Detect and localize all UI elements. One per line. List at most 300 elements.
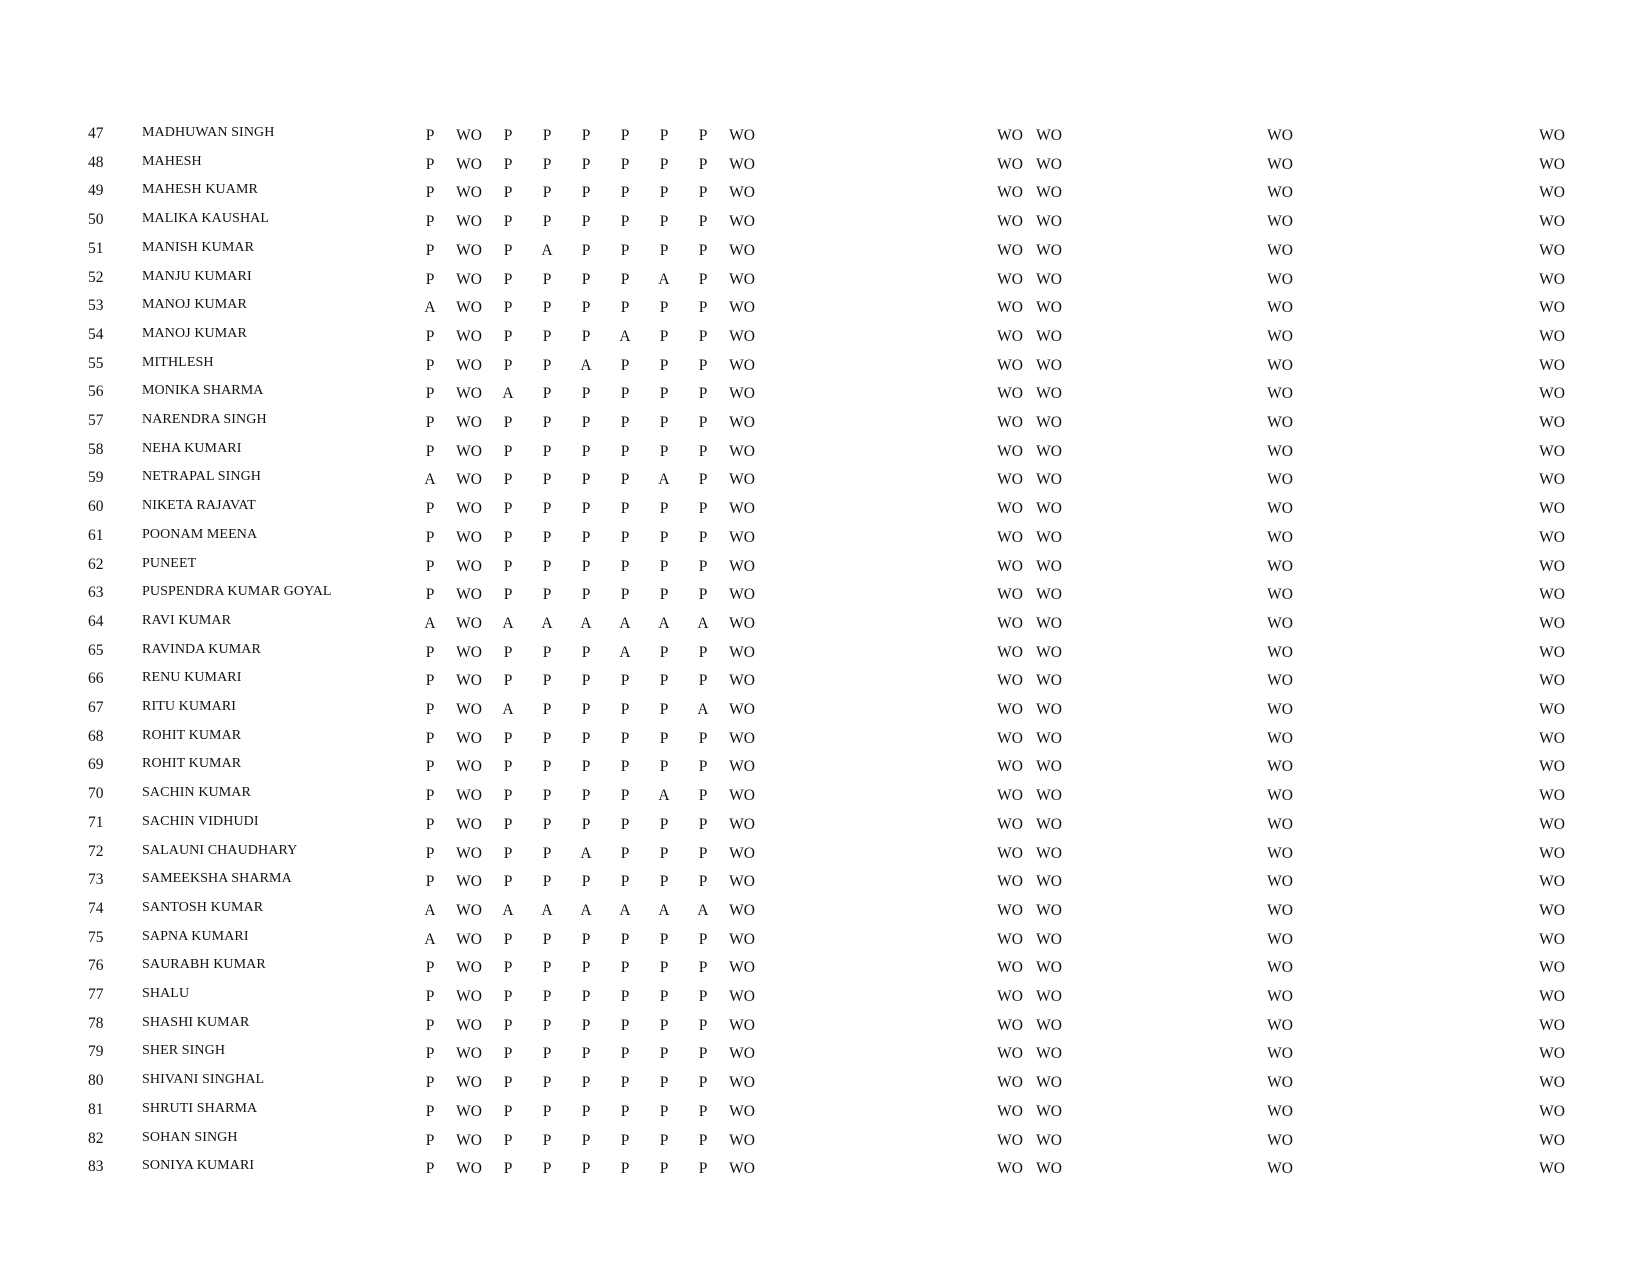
attendance-mark: P	[620, 299, 630, 317]
attendance-mark: WO	[1036, 500, 1062, 518]
attendance-mark: WO	[1036, 241, 1062, 259]
attendance-mark: WO	[729, 471, 755, 489]
attendance-mark: WO	[456, 959, 482, 977]
attendance-mark: WO	[1267, 241, 1293, 259]
attendance-mark: WO	[729, 988, 755, 1005]
table-row	[0, 1131, 1650, 1159]
attendance-mark: P	[503, 586, 513, 604]
table-row	[0, 1044, 1650, 1072]
attendance-mark: WO	[997, 1045, 1023, 1063]
attendance-mark: WO	[729, 1074, 755, 1092]
table-row	[0, 384, 1650, 412]
serial-number: 61	[88, 526, 104, 544]
attendance-mark: P	[581, 988, 591, 1005]
attendance-mark: P	[542, 873, 552, 891]
employee-name: SALAUNI CHAUDHARY	[142, 842, 298, 858]
attendance-mark: WO	[997, 299, 1023, 317]
table-row	[0, 901, 1650, 929]
attendance-mark: WO	[456, 643, 482, 661]
attendance-mark: P	[425, 213, 435, 231]
attendance-mark: P	[542, 1016, 552, 1034]
attendance-mark: P	[425, 988, 435, 1005]
serial-number: 77	[88, 986, 104, 1003]
attendance-mark: P	[425, 1045, 435, 1063]
attendance-mark: P	[581, 241, 591, 259]
attendance-mark: P	[503, 184, 513, 202]
attendance-mark: WO	[456, 385, 482, 403]
attendance-mark: P	[542, 471, 552, 489]
table-row	[0, 585, 1650, 613]
attendance-mark: WO	[1539, 672, 1565, 690]
attendance-mark: A	[502, 614, 514, 632]
serial-number: 48	[88, 153, 104, 171]
attendance-mark: P	[581, 184, 591, 202]
attendance-mark: P	[698, 213, 708, 231]
attendance-mark: WO	[1036, 1045, 1062, 1063]
attendance-mark: WO	[1539, 844, 1565, 862]
employee-name: MITHLESH	[142, 354, 214, 370]
attendance-mark: P	[659, 959, 669, 977]
attendance-mark: P	[620, 1074, 630, 1092]
attendance-mark: A	[541, 901, 553, 919]
serial-number: 78	[88, 1014, 104, 1032]
attendance-mark: WO	[997, 356, 1023, 374]
attendance-mark: P	[698, 557, 708, 575]
attendance-mark: WO	[997, 758, 1023, 776]
attendance-mark: WO	[729, 356, 755, 374]
attendance-mark: P	[425, 270, 435, 288]
attendance-mark: P	[581, 701, 591, 718]
attendance-mark: WO	[1539, 959, 1565, 977]
attendance-mark: WO	[1267, 844, 1293, 862]
attendance-mark: P	[659, 213, 669, 231]
attendance-mark: WO	[1036, 643, 1062, 661]
employee-name: NARENDRA SINGH	[142, 412, 267, 427]
employee-name: SHER SINGH	[142, 1043, 226, 1059]
attendance-mark: WO	[729, 442, 755, 460]
attendance-mark: A	[619, 643, 631, 661]
attendance-mark: WO	[1539, 901, 1565, 919]
attendance-mark: A	[541, 614, 553, 632]
attendance-mark: P	[620, 1102, 630, 1120]
attendance-mark: WO	[1036, 155, 1062, 173]
attendance-mark: P	[425, 356, 435, 374]
attendance-mark: P	[620, 385, 630, 403]
attendance-mark: WO	[1539, 385, 1565, 403]
attendance-mark: P	[620, 586, 630, 604]
attendance-mark: WO	[1267, 701, 1293, 718]
employee-name: PUNEET	[142, 555, 197, 571]
attendance-mark: P	[698, 1160, 708, 1178]
attendance-mark: P	[620, 988, 630, 1005]
attendance-mark: P	[620, 127, 630, 144]
attendance-mark: P	[620, 356, 630, 374]
serial-number: 68	[88, 727, 104, 745]
attendance-mark: P	[620, 270, 630, 288]
attendance-mark: P	[542, 528, 552, 546]
attendance-mark: WO	[1539, 442, 1565, 460]
attendance-mark: WO	[1539, 930, 1565, 948]
attendance-mark: P	[425, 184, 435, 202]
attendance-mark: WO	[729, 787, 755, 805]
attendance-mark: P	[425, 442, 435, 460]
attendance-mark: P	[425, 643, 435, 661]
attendance-mark: P	[542, 586, 552, 604]
attendance-mark: P	[620, 528, 630, 546]
attendance-mark: P	[581, 1074, 591, 1092]
attendance-mark: WO	[456, 758, 482, 776]
attendance-mark: WO	[1539, 1016, 1565, 1034]
attendance-mark: WO	[997, 988, 1023, 1005]
employee-name: MONIKA SHARMA	[142, 383, 264, 399]
attendance-mark: WO	[456, 557, 482, 575]
attendance-mark: P	[425, 844, 435, 862]
attendance-mark: WO	[729, 844, 755, 862]
attendance-mark: P	[542, 213, 552, 231]
attendance-mark: WO	[729, 155, 755, 173]
serial-number: 79	[88, 1043, 104, 1061]
attendance-mark: P	[620, 1131, 630, 1149]
attendance-mark: P	[425, 672, 435, 690]
attendance-mark: P	[659, 1102, 669, 1120]
attendance-mark: P	[620, 184, 630, 202]
attendance-mark: P	[503, 155, 513, 173]
attendance-mark: P	[620, 1016, 630, 1034]
table-row	[0, 470, 1650, 498]
attendance-mark: WO	[997, 643, 1023, 661]
attendance-mark: P	[698, 471, 708, 489]
attendance-mark: A	[424, 614, 436, 632]
attendance-mark: WO	[729, 299, 755, 317]
attendance-mark: P	[659, 815, 669, 833]
attendance-mark: WO	[1036, 672, 1062, 690]
attendance-mark: A	[502, 385, 514, 403]
attendance-mark: P	[425, 1074, 435, 1092]
attendance-mark: P	[620, 1045, 630, 1063]
attendance-mark: P	[698, 729, 708, 747]
serial-number: 60	[88, 498, 104, 516]
attendance-mark: WO	[729, 959, 755, 977]
attendance-mark: A	[697, 701, 709, 718]
attendance-mark: P	[620, 844, 630, 862]
attendance-mark: P	[503, 270, 513, 288]
attendance-mark: WO	[997, 844, 1023, 862]
table-row	[0, 700, 1650, 728]
attendance-mark: P	[698, 241, 708, 259]
attendance-mark: P	[659, 385, 669, 403]
attendance-mark: P	[659, 414, 669, 431]
serial-number: 80	[88, 1072, 104, 1090]
attendance-mark: WO	[1267, 327, 1293, 345]
attendance-mark: P	[698, 758, 708, 776]
attendance-mark: WO	[1267, 1102, 1293, 1120]
attendance-mark: WO	[1036, 385, 1062, 403]
attendance-mark: P	[503, 729, 513, 747]
attendance-mark: WO	[729, 930, 755, 948]
attendance-mark: WO	[729, 557, 755, 575]
attendance-mark: WO	[1036, 356, 1062, 374]
attendance-mark: WO	[1267, 1160, 1293, 1178]
attendance-mark: WO	[456, 241, 482, 259]
table-row	[0, 499, 1650, 527]
attendance-mark: WO	[1036, 184, 1062, 202]
attendance-mark: P	[542, 643, 552, 661]
attendance-mark: A	[424, 901, 436, 919]
attendance-mark: WO	[1539, 270, 1565, 288]
attendance-mark: P	[659, 1074, 669, 1092]
table-row	[0, 557, 1650, 585]
attendance-mark: A	[619, 327, 631, 345]
attendance-mark: P	[620, 155, 630, 173]
attendance-mark: WO	[456, 327, 482, 345]
employee-name: MADHUWAN SINGH	[142, 125, 275, 140]
attendance-mark: WO	[1036, 844, 1062, 862]
attendance-mark: P	[425, 815, 435, 833]
attendance-mark: WO	[997, 155, 1023, 173]
serial-number: 58	[88, 440, 104, 458]
attendance-mark: WO	[456, 844, 482, 862]
attendance-mark: P	[659, 184, 669, 202]
attendance-mark: P	[542, 327, 552, 345]
attendance-mark: P	[542, 557, 552, 575]
attendance-mark: WO	[1267, 959, 1293, 977]
attendance-mark: WO	[1539, 557, 1565, 575]
attendance-mark: WO	[997, 471, 1023, 489]
attendance-mark: P	[542, 701, 552, 718]
attendance-mark: P	[581, 815, 591, 833]
attendance-mark: P	[620, 787, 630, 805]
attendance-mark: P	[581, 1016, 591, 1034]
attendance-mark: WO	[456, 270, 482, 288]
attendance-mark: WO	[997, 959, 1023, 977]
employee-name: RAVI KUMAR	[142, 612, 232, 628]
attendance-mark: WO	[1267, 500, 1293, 518]
attendance-mark: P	[659, 586, 669, 604]
attendance-mark: P	[425, 729, 435, 747]
attendance-mark: WO	[1036, 701, 1062, 718]
attendance-mark: P	[542, 155, 552, 173]
employee-name: MANOJ KUMAR	[142, 297, 247, 313]
attendance-mark: WO	[997, 127, 1023, 144]
attendance-mark: P	[503, 356, 513, 374]
attendance-mark: P	[503, 1074, 513, 1092]
attendance-mark: P	[659, 729, 669, 747]
attendance-mark: WO	[1267, 299, 1293, 317]
attendance-mark: WO	[1036, 614, 1062, 632]
attendance-mark: WO	[729, 385, 755, 403]
attendance-mark: WO	[1539, 1074, 1565, 1092]
attendance-mark: P	[620, 701, 630, 718]
attendance-mark: WO	[1539, 815, 1565, 833]
attendance-mark: WO	[456, 988, 482, 1005]
serial-number: 63	[88, 584, 104, 602]
attendance-mark: WO	[1036, 815, 1062, 833]
attendance-mark: WO	[729, 213, 755, 231]
attendance-mark: P	[698, 930, 708, 948]
employee-name: PUSPENDRA KUMAR GOYAL	[142, 584, 332, 600]
attendance-mark: A	[697, 614, 709, 632]
attendance-mark: P	[659, 758, 669, 776]
employee-name: MAHESH KUAMR	[142, 182, 258, 198]
serial-number: 55	[88, 354, 104, 372]
attendance-mark: P	[542, 672, 552, 690]
attendance-mark: WO	[1036, 127, 1062, 144]
attendance-mark: P	[620, 213, 630, 231]
attendance-mark: WO	[997, 672, 1023, 690]
attendance-mark: P	[698, 959, 708, 977]
serial-number: 76	[88, 957, 104, 975]
attendance-mark: A	[424, 471, 436, 489]
attendance-mark: P	[698, 184, 708, 202]
attendance-mark: WO	[1539, 127, 1565, 144]
attendance-mark: WO	[456, 442, 482, 460]
attendance-mark: WO	[1539, 184, 1565, 202]
attendance-mark: P	[542, 356, 552, 374]
table-row	[0, 757, 1650, 785]
attendance-mark: WO	[456, 614, 482, 632]
attendance-mark: P	[659, 1016, 669, 1034]
employee-name: NETRAPAL SINGH	[142, 469, 261, 485]
attendance-mark: WO	[997, 1131, 1023, 1149]
employee-name: SAURABH KUMAR	[142, 957, 266, 973]
attendance-mark: P	[503, 758, 513, 776]
attendance-mark: P	[503, 787, 513, 805]
serial-number: 71	[88, 813, 104, 831]
attendance-mark: A	[658, 614, 670, 632]
serial-number: 65	[88, 641, 104, 659]
attendance-mark: A	[424, 299, 436, 317]
attendance-mark: WO	[997, 528, 1023, 546]
attendance-mark: P	[659, 873, 669, 891]
attendance-mark: P	[659, 299, 669, 317]
attendance-mark: A	[502, 701, 514, 718]
attendance-mark: A	[658, 471, 670, 489]
attendance-mark: WO	[456, 901, 482, 919]
attendance-mark: WO	[1036, 787, 1062, 805]
attendance-mark: A	[424, 930, 436, 948]
attendance-mark: WO	[1036, 1016, 1062, 1034]
table-row	[0, 298, 1650, 326]
attendance-mark: WO	[1036, 729, 1062, 747]
attendance-mark: P	[542, 787, 552, 805]
table-row	[0, 729, 1650, 757]
employee-name: SACHIN KUMAR	[142, 785, 251, 801]
attendance-mark: WO	[1539, 327, 1565, 345]
attendance-mark: P	[542, 1131, 552, 1149]
attendance-mark: WO	[1036, 586, 1062, 604]
attendance-mark: WO	[1036, 414, 1062, 431]
attendance-mark: WO	[1036, 758, 1062, 776]
attendance-mark: P	[425, 586, 435, 604]
attendance-mark: WO	[456, 1074, 482, 1092]
attendance-mark: P	[503, 557, 513, 575]
attendance-mark: P	[698, 1045, 708, 1063]
attendance-mark: P	[659, 327, 669, 345]
attendance-mark: P	[581, 758, 591, 776]
attendance-mark: WO	[729, 1102, 755, 1120]
attendance-mark: WO	[1539, 614, 1565, 632]
table-row	[0, 241, 1650, 269]
attendance-mark: WO	[1036, 528, 1062, 546]
attendance-mark: WO	[1267, 643, 1293, 661]
table-row	[0, 212, 1650, 240]
attendance-mark: P	[581, 1102, 591, 1120]
attendance-mark: P	[425, 155, 435, 173]
employee-name: RENU KUMARI	[142, 670, 242, 686]
attendance-mark: WO	[1267, 1016, 1293, 1034]
table-row	[0, 815, 1650, 843]
attendance-mark: P	[425, 528, 435, 546]
attendance-mark: P	[503, 442, 513, 460]
attendance-mark: P	[542, 1160, 552, 1178]
serial-number: 53	[88, 297, 104, 315]
attendance-mark: P	[425, 873, 435, 891]
table-row	[0, 643, 1650, 671]
attendance-mark: P	[581, 643, 591, 661]
attendance-mark: P	[698, 442, 708, 460]
attendance-mark: P	[542, 127, 552, 144]
attendance-mark: P	[503, 1102, 513, 1120]
attendance-mark: P	[659, 557, 669, 575]
attendance-mark: P	[503, 844, 513, 862]
attendance-mark: P	[659, 844, 669, 862]
serial-number: 59	[88, 469, 104, 487]
attendance-mark: P	[503, 127, 513, 144]
serial-number: 74	[88, 899, 104, 917]
table-row	[0, 1073, 1650, 1101]
employee-name: ROHIT KUMAR	[142, 756, 242, 772]
attendance-mark: WO	[997, 729, 1023, 747]
attendance-mark: WO	[456, 787, 482, 805]
attendance-mark: WO	[456, 155, 482, 173]
attendance-mark: WO	[1539, 471, 1565, 489]
attendance-mark: P	[698, 385, 708, 403]
attendance-mark: P	[581, 528, 591, 546]
employee-name: SHALU	[142, 986, 190, 1001]
attendance-mark: WO	[456, 356, 482, 374]
attendance-mark: WO	[1267, 213, 1293, 231]
attendance-mark: WO	[729, 672, 755, 690]
table-row	[0, 844, 1650, 872]
attendance-mark: P	[542, 299, 552, 317]
table-row	[0, 1016, 1650, 1044]
attendance-mark: P	[698, 873, 708, 891]
attendance-mark: WO	[1267, 184, 1293, 202]
attendance-mark: P	[698, 1102, 708, 1120]
attendance-mark: P	[620, 471, 630, 489]
attendance-mark: P	[659, 1045, 669, 1063]
attendance-mark: P	[542, 844, 552, 862]
attendance-mark: P	[581, 414, 591, 431]
table-row	[0, 930, 1650, 958]
attendance-mark: P	[620, 758, 630, 776]
attendance-mark: WO	[1267, 787, 1293, 805]
employee-name: SACHIN VIDHUDI	[142, 813, 259, 829]
attendance-mark: WO	[1036, 270, 1062, 288]
attendance-mark: WO	[1539, 988, 1565, 1005]
attendance-mark: WO	[1267, 758, 1293, 776]
employee-name: MALIKA KAUSHAL	[142, 211, 270, 227]
attendance-mark: P	[659, 643, 669, 661]
employee-name: MANOJ KUMAR	[142, 325, 247, 341]
attendance-mark: WO	[456, 1016, 482, 1034]
attendance-mark: WO	[456, 873, 482, 891]
attendance-mark: P	[620, 815, 630, 833]
attendance-mark: WO	[1539, 155, 1565, 173]
serial-number: 54	[88, 325, 104, 343]
attendance-mark: P	[542, 930, 552, 948]
attendance-mark: WO	[1036, 213, 1062, 231]
